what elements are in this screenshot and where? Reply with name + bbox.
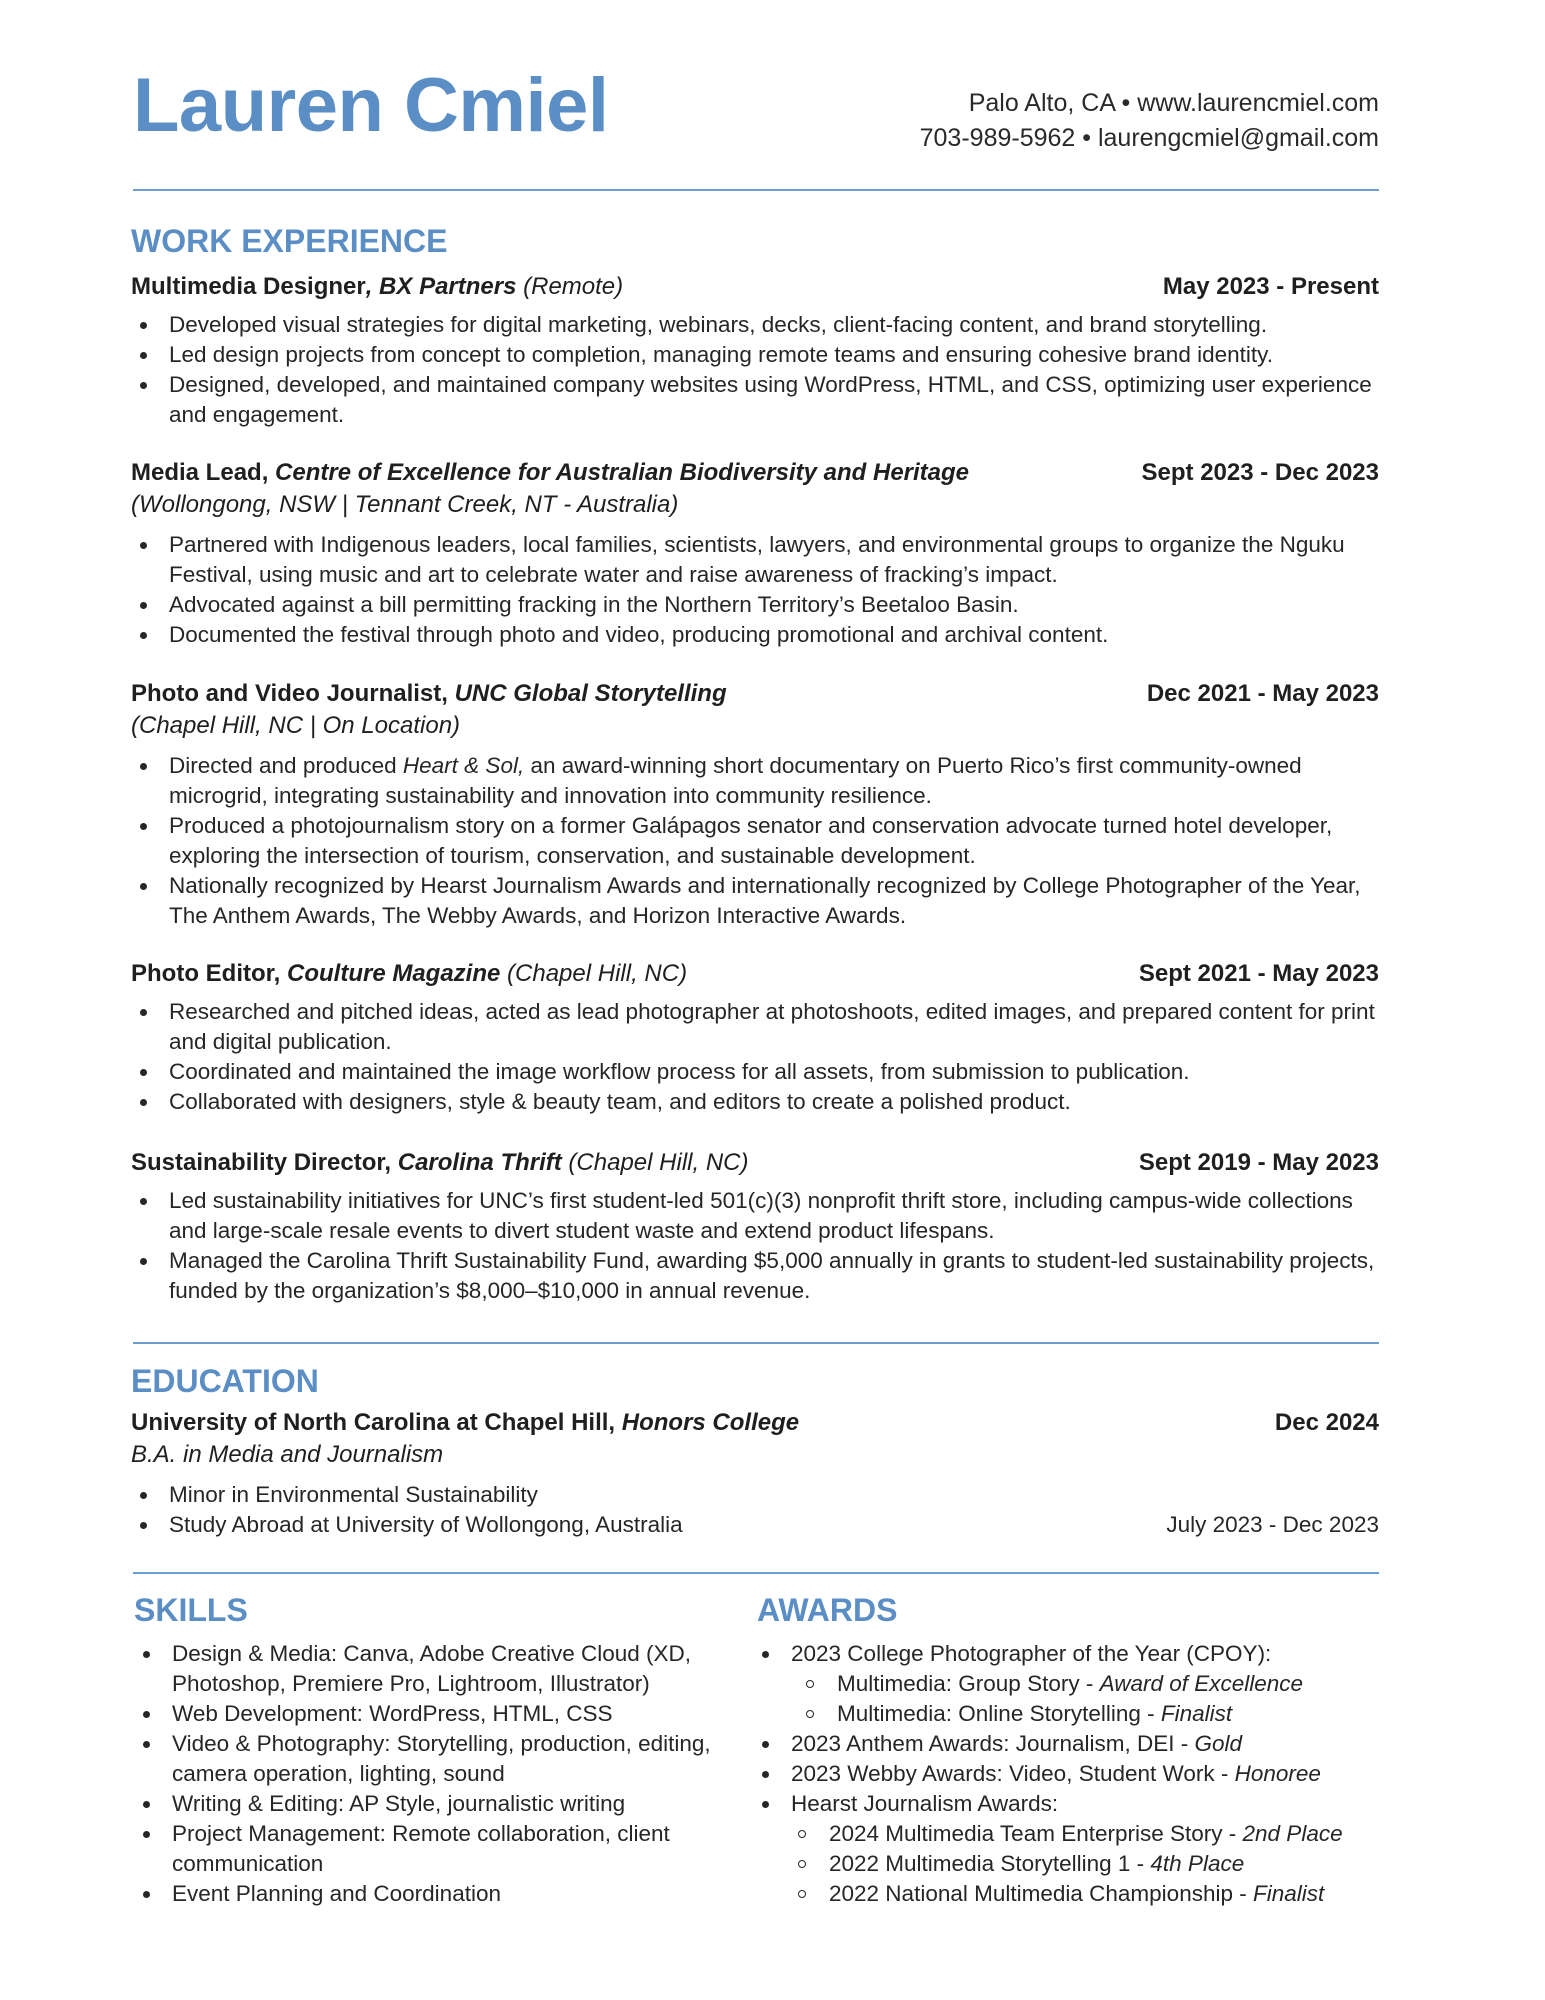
list-item: Produced a photojournalism story on a former Galápagos senator and conservation advocate turned hotel developer, exploring the intersection of tourism, conservation, and sustainable development. xyxy=(131,811,1379,871)
job-title: Multimedia Designer, BX Partners (Remote) xyxy=(131,273,624,300)
contact-info xyxy=(920,86,1379,156)
list-item: 2022 Multimedia Storytelling 1 - 4th Place xyxy=(783,1849,1397,1879)
job-org: Centre of Excellence for Australian Biodiversity and Heritage xyxy=(275,459,970,486)
job-dates: Sept 2021 - May 2023 xyxy=(1138,960,1379,987)
degree: B.A. in Media and Journalism xyxy=(131,1441,444,1468)
job-dates: Dec 2021 - May 2023 xyxy=(1146,680,1379,707)
job-org: Carolina Thrift xyxy=(397,1149,562,1176)
education-heading: EDUCATION xyxy=(131,1363,319,1399)
list-item: Multimedia: Group Story - Award of Excellence xyxy=(791,1669,1397,1699)
list-item: Minor in Environmental Sustainability xyxy=(131,1480,1379,1510)
awards-heading: AWARDS xyxy=(757,1592,898,1628)
list-item: Designed, developed, and maintained company websites using WordPress, HTML, and CSS, optimizing user experience and engagement. xyxy=(131,370,1379,430)
list-item: Partnered with Indigenous leaders, local families, scientists, lawyers, and environmental groups to organize the Nguku Festival, using music and art to celebrate water and raise awareness of fracking’s impact. xyxy=(131,530,1379,590)
list-item: Video & Photography: Storytelling, production, editing, camera operation, lighting, sound xyxy=(134,1729,734,1789)
list-item: Event Planning and Coordination xyxy=(134,1879,734,1909)
list-item: Nationally recognized by Hearst Journalism Awards and internationally recognized by College Photographer of the Year, The Anthem Awards, The Webby Awards, and Horizon Interactive Awards. xyxy=(131,871,1379,931)
job-location: (Chapel Hill, NC) xyxy=(561,1149,749,1176)
job-org: , BX Partners xyxy=(365,273,517,300)
job-location: (Chapel Hill, NC | On Location) xyxy=(131,712,461,739)
job-title: Sustainability Director, Carolina Thrift (Chapel Hill, NC) xyxy=(131,1149,749,1176)
list-item: Coordinated and maintained the image workflow process for all assets, from submission to publication. xyxy=(131,1057,1379,1087)
job-sustainability-director xyxy=(131,1148,1379,1306)
candidate-name: Lauren Cmiel xyxy=(133,63,609,148)
job-media-lead xyxy=(131,458,1379,650)
list-item: 2023 Webby Awards: Video, Student Work - Honoree xyxy=(753,1759,1397,1789)
list-item: Design & Media: Canva, Adobe Creative Cloud (XD, Photoshop, Premiere Pro, Lightroom, Illustrator) xyxy=(134,1639,734,1699)
contact-line-phone-email: 703-989-5962 • laurengcmiel@gmail.com xyxy=(919,124,1379,152)
school-name: University of North Carolina at Chapel Hill, Honors College xyxy=(131,1409,800,1436)
study-abroad-dates: July 2023 - Dec 2023 xyxy=(1166,1512,1379,1537)
header-divider xyxy=(133,189,1379,191)
job-location: (Remote) xyxy=(516,273,624,300)
work-experience-heading: WORK EXPERIENCE xyxy=(131,223,448,259)
job-dates: Sept 2019 - May 2023 xyxy=(1138,1149,1379,1176)
education-divider xyxy=(133,1342,1379,1344)
job-photo-video-journalist xyxy=(131,679,1379,931)
list-item: Developed visual strategies for digital marketing, webinars, decks, client-facing content, and brand storytelling. xyxy=(131,310,1379,340)
job-bullets xyxy=(131,997,1379,1117)
graduation-date: Dec 2024 xyxy=(1274,1409,1379,1436)
job-bullets xyxy=(131,310,1379,430)
list-item: Multimedia: Online Storytelling - Finalist xyxy=(791,1699,1397,1729)
job-title: Media Lead, Centre of Excellence for Australian Biodiversity and Heritage xyxy=(131,459,970,486)
cpoy-sublist xyxy=(791,1669,1397,1729)
skills-divider xyxy=(133,1572,1379,1574)
job-bullets xyxy=(131,530,1379,650)
job-title: Photo Editor, Coulture Magazine (Chapel Hill, NC) xyxy=(131,960,688,987)
list-item: 2023 College Photographer of the Year (CPOY): Multimedia: Group Story - Award of Excellence Multimedia: Online Storytelling - Finalist xyxy=(753,1639,1397,1729)
job-bullets xyxy=(131,751,1379,931)
education-bullets xyxy=(131,1480,1379,1540)
list-item: Project Management: Remote collaboration, client communication xyxy=(134,1819,734,1879)
list-item: Advocated against a bill permitting fracking in the Northern Territory’s Beetaloo Basin. xyxy=(131,590,1379,620)
job-location: (Wollongong, NSW | Tennant Creek, NT - Australia) xyxy=(131,491,679,518)
job-multimedia-designer xyxy=(131,272,1379,430)
college-name: Honors College xyxy=(621,1409,800,1436)
list-item: Writing & Editing: AP Style, journalistic writing xyxy=(134,1789,734,1819)
hearst-sublist xyxy=(783,1819,1397,1909)
job-title: Photo and Video Journalist, UNC Global Storytelling xyxy=(131,680,727,707)
contact-line-location-website: Palo Alto, CA • www.laurencmiel.com xyxy=(968,89,1379,117)
job-dates: Sept 2023 - Dec 2023 xyxy=(1141,459,1379,486)
list-item: Directed and produced Heart & Sol, an award-winning short documentary on Puerto Rico’s first community-owned microgrid, integrating sustainability and innovation into community resilience. xyxy=(131,751,1379,811)
skills-list xyxy=(134,1639,734,1909)
skills-column xyxy=(134,1631,734,1909)
awards-column xyxy=(757,1631,1397,1909)
list-item: Study Abroad at University of Wollongong, Australia July 2023 - Dec 2023 xyxy=(131,1510,1379,1540)
skills-heading: SKILLS xyxy=(134,1592,248,1628)
job-org: Coulture Magazine xyxy=(287,960,501,987)
list-item: 2024 Multimedia Team Enterprise Story - 2nd Place xyxy=(783,1819,1397,1849)
job-org: UNC Global Storytelling xyxy=(454,680,727,707)
job-bullets xyxy=(131,1186,1379,1306)
list-item: Researched and pitched ideas, acted as lead photographer at photoshoots, edited images, and prepared content for print and digital publication. xyxy=(131,997,1379,1057)
education-entry xyxy=(131,1408,1379,1540)
job-location: (Chapel Hill, NC) xyxy=(500,960,688,987)
list-item: 2023 Anthem Awards: Journalism, DEI - Gold xyxy=(753,1729,1397,1759)
list-item: Led sustainability initiatives for UNC’s first student-led 501(c)(3) nonprofit thrift store, including campus-wide collections and large-scale resale events to divert student waste and extend product lifespans. xyxy=(131,1186,1379,1246)
documentary-title: Heart & Sol, xyxy=(402,753,525,778)
list-item: Hearst Journalism Awards: 2024 Multimedia Team Enterprise Story - 2nd Place 2022 Multimedia Storytelling 1 - 4th Place 2022 National Multimedia Championship - Finalist xyxy=(753,1789,1397,1909)
list-item: Managed the Carolina Thrift Sustainability Fund, awarding $5,000 annually in grants to student-led sustainability projects, funded by the organization’s $8,000–$10,000 in annual revenue. xyxy=(131,1246,1379,1306)
job-dates: May 2023 - Present xyxy=(1162,273,1379,300)
list-item: 2022 National Multimedia Championship - Finalist xyxy=(783,1879,1397,1909)
list-item: Documented the festival through photo and video, producing promotional and archival content. xyxy=(131,620,1379,650)
list-item: Collaborated with designers, style & beauty team, and editors to create a polished product. xyxy=(131,1087,1379,1117)
list-item: Led design projects from concept to completion, managing remote teams and ensuring cohesive brand identity. xyxy=(131,340,1379,370)
awards-list xyxy=(753,1639,1397,1909)
job-photo-editor xyxy=(131,959,1379,1117)
list-item: Web Development: WordPress, HTML, CSS xyxy=(134,1699,734,1729)
